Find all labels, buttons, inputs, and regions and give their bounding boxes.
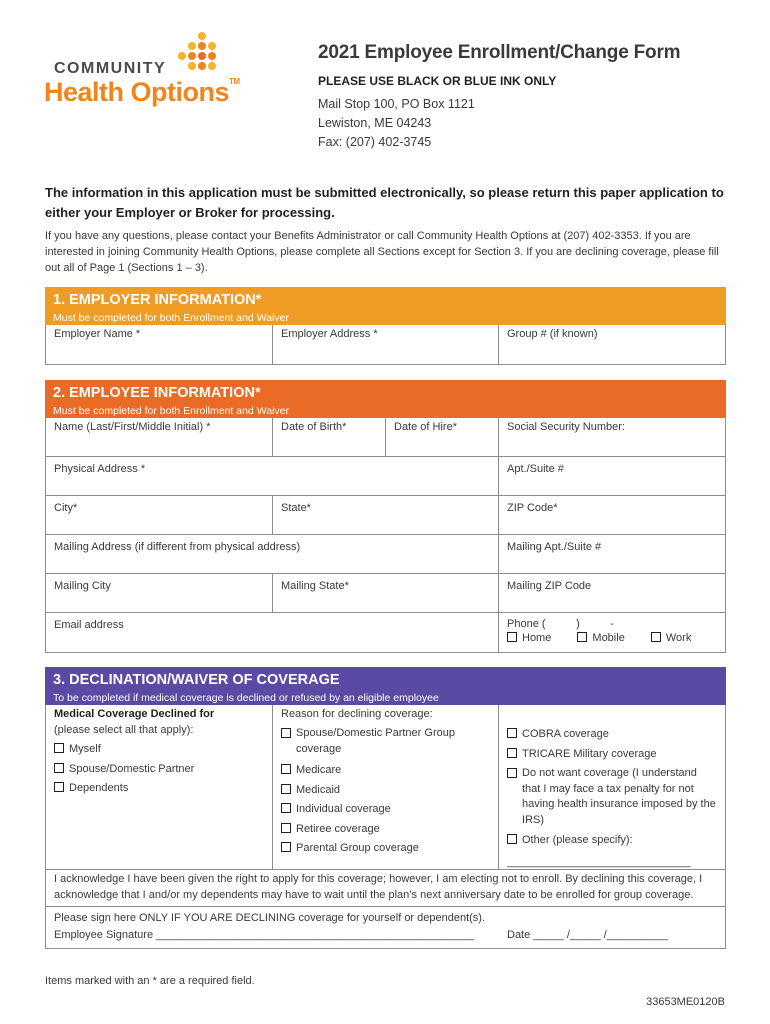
section-employer-information bbox=[45, 287, 726, 365]
email-field[interactable]: Email address bbox=[46, 613, 499, 652]
employer-name-field[interactable]: Employer Name * bbox=[46, 325, 273, 364]
checkbox[interactable] bbox=[281, 728, 291, 738]
form-header bbox=[318, 42, 680, 149]
mobile-checkbox[interactable] bbox=[577, 632, 587, 642]
checkbox[interactable] bbox=[281, 842, 291, 852]
checkbox[interactable] bbox=[54, 763, 64, 773]
intro-instructions: If you have any questions, please contact your Benefits Administrator or call Community Health Options at (207) 402-3353. If you are interested in joining Community Health Options, please complete all Sections except for Section 3. If you are declining coverage, please fill out all of Page 1 (Sections 1 – 3). bbox=[45, 230, 719, 274]
employee-signature-field[interactable]: Employee Signature ____________________________________________________ bbox=[54, 929, 475, 941]
form-code: 33653ME0120B bbox=[646, 996, 725, 1008]
signature-block bbox=[45, 907, 726, 949]
sign-note: Please sign here ONLY IF YOU ARE DECLINING coverage for yourself or dependent(s). bbox=[54, 912, 486, 924]
address-line: Lewiston, ME 04243 bbox=[318, 116, 432, 130]
declined-myself-option[interactable]: Myself bbox=[54, 740, 264, 760]
employer-address-field[interactable]: Employer Address * bbox=[273, 325, 499, 364]
phone-home-option[interactable]: Home bbox=[507, 632, 551, 644]
reason-individual-option[interactable]: Individual coverage bbox=[281, 800, 490, 820]
address-line: Mail Stop 100, PO Box 1121 bbox=[318, 97, 475, 111]
declined-spouse-option[interactable]: Spouse/Domestic Partner bbox=[54, 760, 264, 780]
required-field-footnote: Items marked with an * are a required field. bbox=[45, 975, 255, 987]
mailing-address-field[interactable]: Mailing Address (if different from physical address) bbox=[46, 535, 499, 573]
group-number-field[interactable]: Group # (if known) bbox=[507, 328, 598, 340]
section-subtitle: Must be completed for both Enrollment and Waiver bbox=[53, 405, 289, 417]
form-title: 2021 Employee Enrollment/Change Form bbox=[318, 42, 681, 63]
mailing-state-field[interactable]: Mailing State* bbox=[273, 574, 499, 612]
checkbox[interactable] bbox=[507, 728, 517, 738]
section-title: 3. DECLINATION/WAIVER OF COVERAGE bbox=[53, 672, 340, 688]
section-title: 2. EMPLOYEE INFORMATION* bbox=[53, 385, 261, 401]
checkbox[interactable] bbox=[281, 803, 291, 813]
phone-mobile-option[interactable]: Mobile bbox=[577, 632, 624, 644]
zip-code-field[interactable]: ZIP Code* bbox=[507, 502, 558, 514]
section-header bbox=[45, 380, 726, 418]
ssn-field[interactable]: Social Security Number: bbox=[507, 421, 625, 433]
section-employee-information bbox=[45, 380, 726, 653]
phone-label: Phone ( ) - bbox=[507, 618, 614, 630]
phone-work-option[interactable]: Work bbox=[651, 632, 691, 644]
reason-medicare-option[interactable]: Medicare bbox=[281, 761, 490, 781]
reason-cobra-option[interactable]: COBRA coverage bbox=[507, 725, 717, 745]
phone-field[interactable] bbox=[499, 613, 725, 652]
reason-spouse-group-option[interactable]: Spouse/Domestic Partner Group coverage bbox=[281, 726, 490, 757]
city-field[interactable]: City* bbox=[46, 496, 273, 534]
checkbox[interactable] bbox=[507, 748, 517, 758]
apt-suite-field[interactable]: Apt./Suite # bbox=[507, 463, 564, 475]
checkbox[interactable] bbox=[281, 764, 291, 774]
declined-for-column bbox=[46, 705, 273, 869]
physical-address-field[interactable]: Physical Address * bbox=[46, 457, 499, 495]
mailing-apt-field[interactable]: Mailing Apt./Suite # bbox=[507, 541, 602, 553]
logo-dots-icon bbox=[178, 32, 238, 82]
date-field[interactable]: Date _____ /_____ /__________ bbox=[507, 929, 668, 941]
section-subtitle: To be completed if medical coverage is declined or refused by an eligible employee bbox=[53, 692, 439, 704]
declined-for-heading: Medical Coverage Declined for bbox=[54, 708, 215, 720]
intro-notice: The information in this application must be submitted electronically, so please return this paper application to either your Employer or Broker for processing. bbox=[45, 185, 724, 220]
section-header bbox=[45, 287, 726, 325]
reason-heading: Reason for declining coverage: bbox=[281, 708, 433, 720]
state-field[interactable]: State* bbox=[273, 496, 499, 534]
checkbox[interactable] bbox=[507, 768, 517, 778]
checkbox[interactable] bbox=[54, 782, 64, 792]
reason-parental-group-option[interactable]: Parental Group coverage bbox=[281, 839, 490, 859]
section-header bbox=[45, 667, 726, 705]
checkbox[interactable] bbox=[54, 743, 64, 753]
checkbox[interactable] bbox=[281, 823, 291, 833]
ink-note: PLEASE USE BLACK OR BLUE INK ONLY bbox=[318, 74, 557, 88]
home-checkbox[interactable] bbox=[507, 632, 517, 642]
declined-for-note: (please select all that apply): bbox=[54, 724, 194, 736]
reason-retiree-option[interactable]: Retiree coverage bbox=[281, 820, 490, 840]
work-checkbox[interactable] bbox=[651, 632, 661, 642]
section-title: 1. EMPLOYER INFORMATION* bbox=[53, 292, 262, 308]
other-specify-line[interactable]: ______________________________ bbox=[507, 855, 691, 868]
section-subtitle: Must be completed for both Enrollment and Waiver bbox=[53, 312, 289, 324]
fax-line: Fax: (207) 402-3745 bbox=[318, 135, 432, 149]
mailing-zip-field[interactable]: Mailing ZIP Code bbox=[507, 580, 592, 592]
checkbox[interactable] bbox=[507, 834, 517, 844]
declined-dependents-option[interactable]: Dependents bbox=[54, 779, 264, 799]
reason-medicaid-option[interactable]: Medicaid bbox=[281, 781, 490, 801]
date-of-birth-field[interactable]: Date of Birth* bbox=[273, 418, 386, 456]
reason-do-not-want-option[interactable]: Do not want coverage (I understand that I may face a tax penalty for not having health insurance imposed by the IRS) bbox=[507, 766, 717, 828]
reasons-column-1 bbox=[273, 705, 499, 869]
date-of-hire-field[interactable]: Date of Hire* bbox=[386, 418, 499, 456]
logo-community-text: COMMUNITY bbox=[54, 60, 167, 77]
company-logo bbox=[44, 32, 244, 112]
logo-health-options-text: Health Options™ bbox=[44, 77, 240, 107]
reasons-column-2 bbox=[499, 705, 725, 869]
reason-tricare-option[interactable]: TRICARE Military coverage bbox=[507, 745, 717, 765]
reason-other-option[interactable]: Other (please specify): bbox=[507, 831, 717, 851]
acknowledgement-text: I acknowledge I have been given the right to apply for this coverage; however, I am electing not to enroll. By declining this coverage, I acknowledge that I and/or my dependents may have to wait until the plan’s next anniversary date to be enrolled for group coverage. bbox=[45, 870, 726, 907]
checkbox[interactable] bbox=[281, 784, 291, 794]
mailing-city-field[interactable]: Mailing City bbox=[46, 574, 273, 612]
employee-name-field[interactable]: Name (Last/First/Middle Initial) * bbox=[46, 418, 273, 456]
section-declination-waiver bbox=[45, 667, 726, 949]
